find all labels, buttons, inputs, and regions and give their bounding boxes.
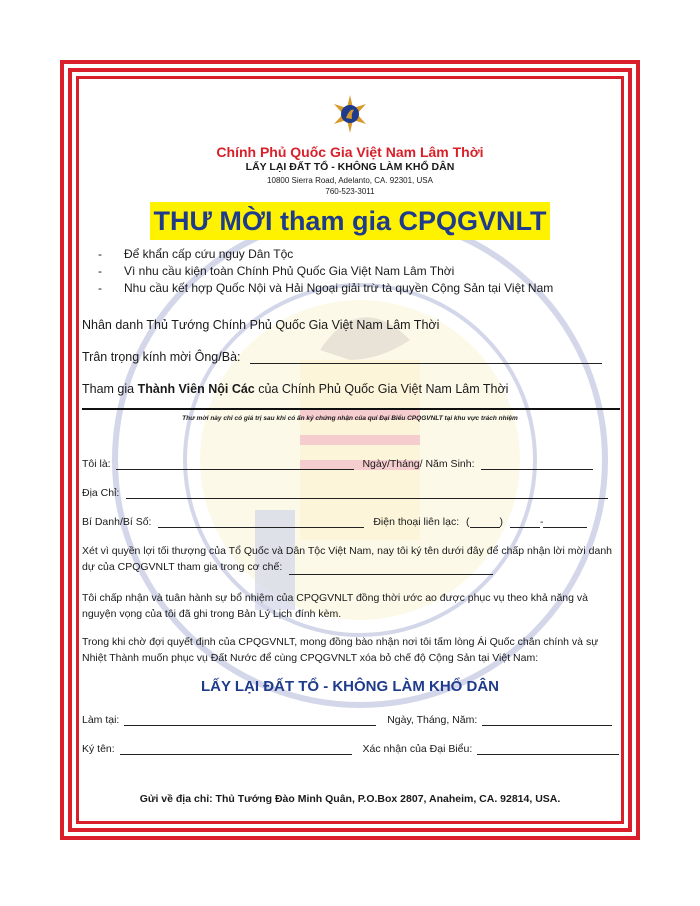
- delegate-confirm-label: Xác nhận của Đại Biểu:: [362, 743, 473, 755]
- patriotism-paragraph: Trong khi chờ đợi quyết định của CPQGVNLT, mong đồng bào nhận nơi tôi tấm lòng Ái Quốc chân chính và sự Nhiệt Thành muốn phục vụ Đất Nước để cùng CPQGVNLT xóa bỏ chế độ Cộng Sản tại Việt Nam:: [82, 636, 599, 664]
- join-prefix: Tham gia: [82, 382, 138, 396]
- invitee-name-field[interactable]: [250, 351, 602, 364]
- alias-label: Bí Danh/Bí Số:: [82, 516, 152, 528]
- acceptance-text: Xét vì quyền lợi tối thượng của Tổ Quốc và Dân Tộc Việt Nam, nay tôi ký tên dưới đây để chấp nhận lời mời danh dự của CPQGVNLT tham gia trong cơ chế:: [82, 545, 613, 573]
- list-item: [98, 280, 618, 297]
- place-date-row: [82, 713, 612, 726]
- address-field[interactable]: [126, 486, 608, 499]
- bullet-dash: -: [98, 281, 102, 295]
- address-row: [82, 486, 608, 499]
- phone-open-paren: (: [466, 516, 470, 528]
- phone-number-field[interactable]: [543, 515, 587, 528]
- phone-prefix-field[interactable]: [510, 515, 540, 528]
- org-phone: 760-523-3011: [325, 187, 375, 196]
- list-item: [98, 263, 618, 280]
- invitee-label: Trân trọng kính mời Ông/Bà:: [82, 350, 241, 364]
- validity-note: Thư mời này chỉ có giá trị sau khi có ấn ký chứng nhận của quí Đại Biểu CPQGVNLT tại khu vực trách nhiệm: [182, 415, 518, 422]
- bullet-text: Nhu cầu kết hợp Quốc Nội và Hải Ngoại giải trừ tà quyền Cộng Sản tại Việt Nam: [124, 281, 554, 295]
- invitee-line: [82, 350, 602, 364]
- date-field[interactable]: [482, 713, 612, 726]
- join-suffix: của Chính Phủ Quốc Gia Việt Nam Lâm Thời: [254, 382, 509, 396]
- phone-close-paren: ): [499, 516, 504, 528]
- mailing-address: Gửi về địa chỉ: Thủ Tướng Đào Minh Quân, P.O.Box 2807, Anaheim, CA. 92814, USA.: [139, 793, 561, 805]
- address-label: Địa Chỉ:: [82, 487, 120, 499]
- join-line: [82, 382, 508, 396]
- mechanism-field[interactable]: [289, 562, 493, 575]
- dob-field[interactable]: [481, 457, 593, 470]
- org-address: 10800 Sierra Road, Adelanto, CA. 92301, USA: [267, 176, 433, 185]
- phone-dash: -: [539, 516, 544, 528]
- bullet-dash: -: [98, 264, 102, 278]
- signature-field[interactable]: [120, 742, 352, 755]
- commitment-paragraph: Tôi chấp nhận và tuân hành sự bổ nhiệm của CPQGVNLT đồng thời ước ao được phục vụ theo khả năng và nguyện vọng của tôi đã ghi trong Bản Lý Lịch đính kèm.: [82, 592, 588, 620]
- bullet-text: Để khẩn cấp cứu nguy Dân Tộc: [124, 247, 294, 261]
- signature-row: [82, 742, 619, 755]
- acceptance-paragraph: [82, 543, 622, 575]
- date-label: Ngày, Tháng, Năm:: [387, 714, 478, 726]
- cabinet-member-text: Thành Viên Nội Các: [137, 382, 255, 396]
- place-field[interactable]: [124, 713, 376, 726]
- name-row: [82, 457, 593, 470]
- area-code-field[interactable]: [470, 515, 500, 528]
- dob-label: Ngày/Tháng/ Năm Sinh:: [362, 458, 475, 470]
- delegate-confirm-field[interactable]: [477, 742, 619, 755]
- invitation-headline: THƯ MỜI tham gia CPQGVNLT: [150, 202, 551, 240]
- bullet-dash: -: [98, 247, 102, 261]
- on-behalf-line: Nhân danh Thủ Tướng Chính Phủ Quốc Gia Việt Nam Lâm Thời: [82, 318, 440, 332]
- name-label: Tôi là:: [82, 458, 111, 470]
- phone-label: Điện thoại liên lạc:: [373, 516, 460, 528]
- place-label: Làm tại:: [82, 714, 120, 726]
- closing-motto: LẤY LẠI ĐẤT TỔ - KHÔNG LÀM KHỔ DÂN: [200, 678, 500, 695]
- section-divider: [82, 408, 620, 410]
- alias-field[interactable]: [158, 515, 364, 528]
- name-field[interactable]: [116, 457, 354, 470]
- purpose-list: [98, 246, 618, 297]
- emblem-icon: [331, 95, 369, 133]
- org-title: Chính Phủ Quốc Gia Việt Nam Lâm Thời: [216, 144, 484, 160]
- alias-phone-row: [82, 515, 587, 528]
- bullet-text: Vì nhu cầu kiện toàn Chính Phủ Quốc Gia Việt Nam Lâm Thời: [124, 264, 455, 278]
- header-slogan: LẤY LẠI ĐẤT TỔ - KHÔNG LÀM KHỔ DÂN: [245, 161, 455, 173]
- list-item: [98, 246, 618, 263]
- signature-label: Ký tên:: [82, 743, 115, 755]
